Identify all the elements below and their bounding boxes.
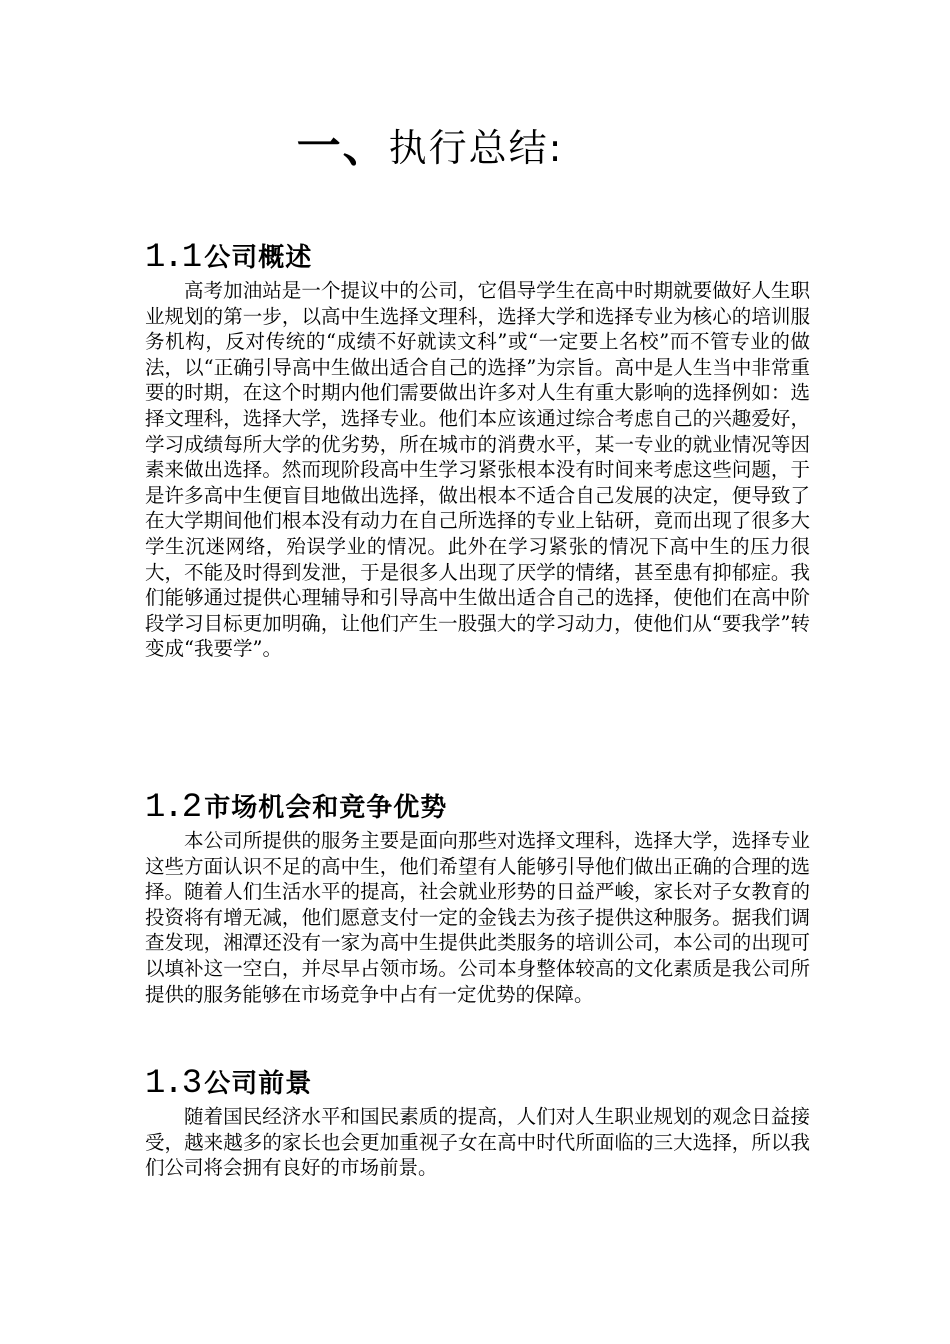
section-number: 1.1	[145, 239, 201, 277]
page-title	[0, 122, 860, 173]
section-title: 公司前景	[204, 1069, 313, 1099]
section-number: 1.2	[145, 789, 201, 827]
section-company-overview	[145, 238, 810, 662]
section-number: 1.3	[145, 1065, 201, 1103]
section-heading	[145, 788, 810, 828]
title-text: 执行总结:	[388, 126, 564, 170]
title-number: 一、	[296, 121, 389, 172]
section-heading	[145, 1064, 810, 1104]
section-market-opportunity	[145, 788, 810, 1007]
section-heading	[145, 238, 810, 278]
section-paragraph: 本公司所提供的服务主要是面向那些对选择文理科，选择大学，选择专业这些方面认识不足的高中生，他们希望有人能够引导他们做出正确的合理的选择。随着人们生活水平的提高，社会就业形势的日益严峻，家长对子女教育的投资将有增无减，他们愿意支付一定的金钱去为孩子提供这种服务。据我们调查发现，湘潭还没有一家为高中生提供此类服务的培训公司，本公司的出现可以填补这一空白，并尽早占领市场。公司本身整体较高的文化素质是我公司所提供的服务能够在市场竞争中占有一定优势的保障。	[145, 829, 810, 1006]
section-title: 公司概述	[204, 243, 313, 273]
section-title: 市场机会和竞争优势	[204, 793, 448, 823]
section-company-outlook	[145, 1064, 810, 1181]
section-paragraph: 随着国民经济水平和国民素质的提高，人们对人生职业规划的观念日益接受，越来越多的家长也会更加重视子女在高中时代所面临的三大选择，所以我们公司将会拥有良好的市场前景。	[145, 1105, 810, 1180]
section-paragraph: 高考加油站是一个提议中的公司，它倡导学生在高中时期就要做好人生职业规划的第一步，以高中生选择文理科，选择大学和选择专业为核心的培训服务机构，反对传统的“成绩不好就读文科”或“一定要上名校”而不管专业的做法，以“正确引导高中生做出适合自己的选择”为宗旨。高中是人生当中非常重要的时期，在这个时期内他们需要做出许多对人生有重大影响的选择例如：选择文理科，选择大学，选择专业。他们本应该通过综合考虑自己的兴趣爱好，学习成绩每所大学的优劣势，所在城市的消费水平，某一专业的就业情况等因素来做出选择。然而现阶段高中生学习紧张根本没有时间来考虑这些问题，于是许多高中生便盲目地做出选择，做出根本不适合自己发展的决定，便导致了在大学期间他们根本没有动力在自己所选择的专业上钻研，竟而出现了很多大学生沉迷网络，殆误学业的情况。此外在学习紧张的情况下高中生的压力很大，不能及时得到发泄，于是很多人出现了厌学的情绪，甚至患有抑郁症。我们能够通过提供心理辅导和引导高中生做出适合自己的选择，使他们在高中阶段学习目标更加明确，让他们产生一股强大的学习动力，使他们从“要我学”转变成“我要学”。	[145, 279, 810, 661]
